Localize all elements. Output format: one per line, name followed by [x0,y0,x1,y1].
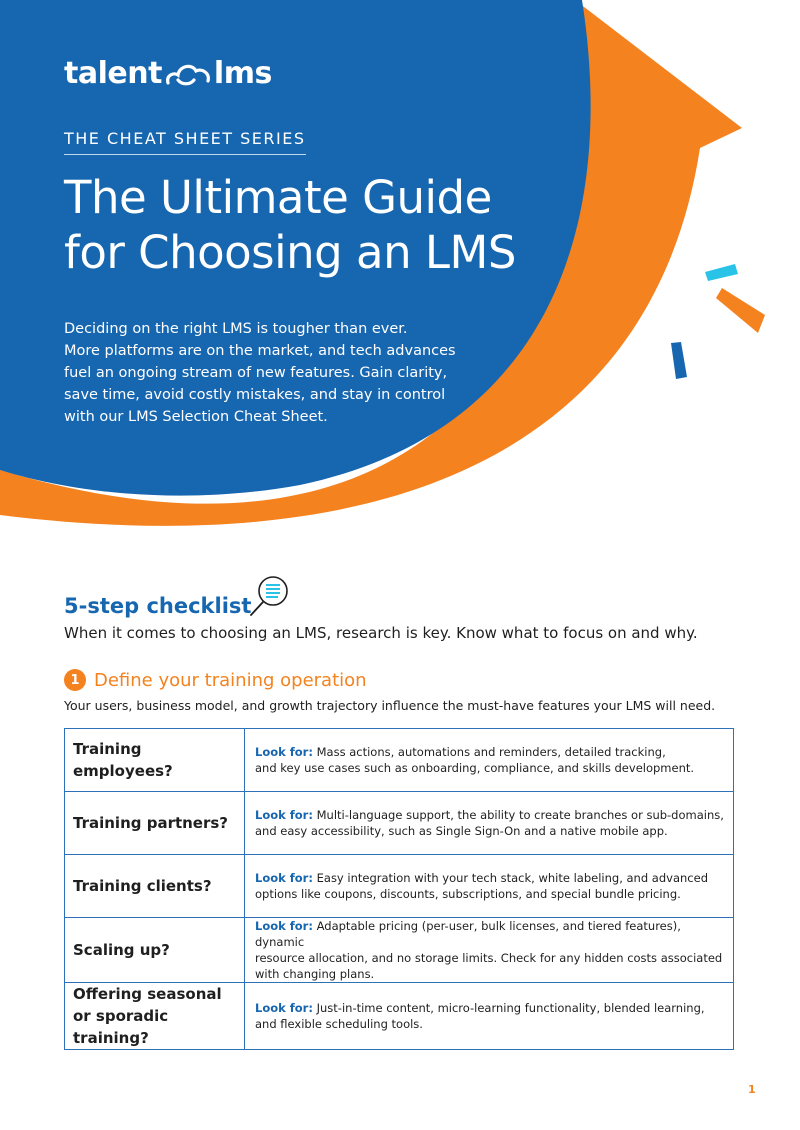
question-line: Offering seasonal [73,985,222,1003]
step-number-badge: 1 [64,669,86,691]
intro-paragraph [64,318,484,428]
table-row [65,983,734,1050]
answer-line: Adaptable pricing (per-user, bulk licenses, and tiered features), dynamic [255,919,681,949]
intro-line: save time, avoid costly mistakes, and stay in control [64,387,446,403]
checklist-table [64,728,734,1050]
table-row [65,855,734,918]
accent-dash-cyan [705,264,738,281]
question-line: Scaling up? [73,941,170,959]
row-answer [245,918,734,983]
table-row [65,729,734,792]
look-for-label: Look for: [255,871,313,885]
intro-line: Deciding on the right LMS is tougher than ever. [64,321,408,337]
row-question [65,983,245,1050]
answer-line: options like coupons, discounts, subscriptions, and special bundle pricing. [255,887,681,901]
checklist-subtitle: When it comes to choosing an LMS, research is key. Know what to focus on and why. [64,624,698,642]
page-number: 1 [748,1083,756,1096]
intro-line: with our LMS Selection Cheat Sheet. [64,409,328,425]
accent-dash-blue [671,342,687,379]
step-title: Define your training operation [94,669,367,691]
magnifier-icon [248,574,292,618]
row-answer [245,792,734,855]
answer-line: Easy integration with your tech stack, white labeling, and advanced [316,871,708,885]
row-question [65,729,245,792]
answer-line: and key use cases such as onboarding, compliance, and skills development. [255,761,695,775]
row-question [65,792,245,855]
table-row [65,792,734,855]
answer-line: Multi-language support, the ability to create branches or sub-domains, [316,808,724,822]
checklist-heading [64,594,251,618]
cloud-logo-icon [164,61,212,87]
intro-line: fuel an ongoing stream of new features. Gain clarity, [64,365,448,381]
checklist-title: 5-step checklist [64,594,252,618]
talentlms-logo [64,56,272,91]
question-line: Training employees? [73,740,173,780]
row-question [65,918,245,983]
logo-text-left: talent [64,56,162,91]
answer-line: Just-in-time content, micro-learning functionality, blended learning, [316,1001,705,1015]
row-question [65,855,245,918]
step-heading [64,669,367,691]
look-for-label: Look for: [255,919,313,933]
accent-dash-orange [716,288,765,333]
logo-text-right: lms [213,56,272,91]
step-description: Your users, business model, and growth trajectory influence the must-have features your LMS will need. [64,698,716,713]
title-line: for Choosing an LMS [64,226,516,279]
answer-line: Mass actions, automations and reminders, detailed tracking, [316,745,666,759]
question-line: or sporadic training? [73,1007,169,1047]
page-title [64,170,516,280]
series-label: THE CHEAT SHEET SERIES [64,129,306,155]
look-for-label: Look for: [255,1001,313,1015]
look-for-label: Look for: [255,808,313,822]
answer-line: with changing plans. [255,967,375,981]
question-line: Training clients? [73,877,212,895]
look-for-label: Look for: [255,745,313,759]
answer-line: and easy accessibility, such as Single Sign-On and a native mobile app. [255,824,668,838]
row-answer [245,729,734,792]
answer-line: and flexible scheduling tools. [255,1017,423,1031]
title-line: The Ultimate Guide [64,171,492,224]
answer-line: resource allocation, and no storage limits. Check for any hidden costs associated [255,951,723,965]
intro-line: More platforms are on the market, and tech advances [64,343,456,359]
question-line: Training partners? [73,814,229,832]
row-answer [245,983,734,1050]
row-answer [245,855,734,918]
table-row [65,918,734,983]
